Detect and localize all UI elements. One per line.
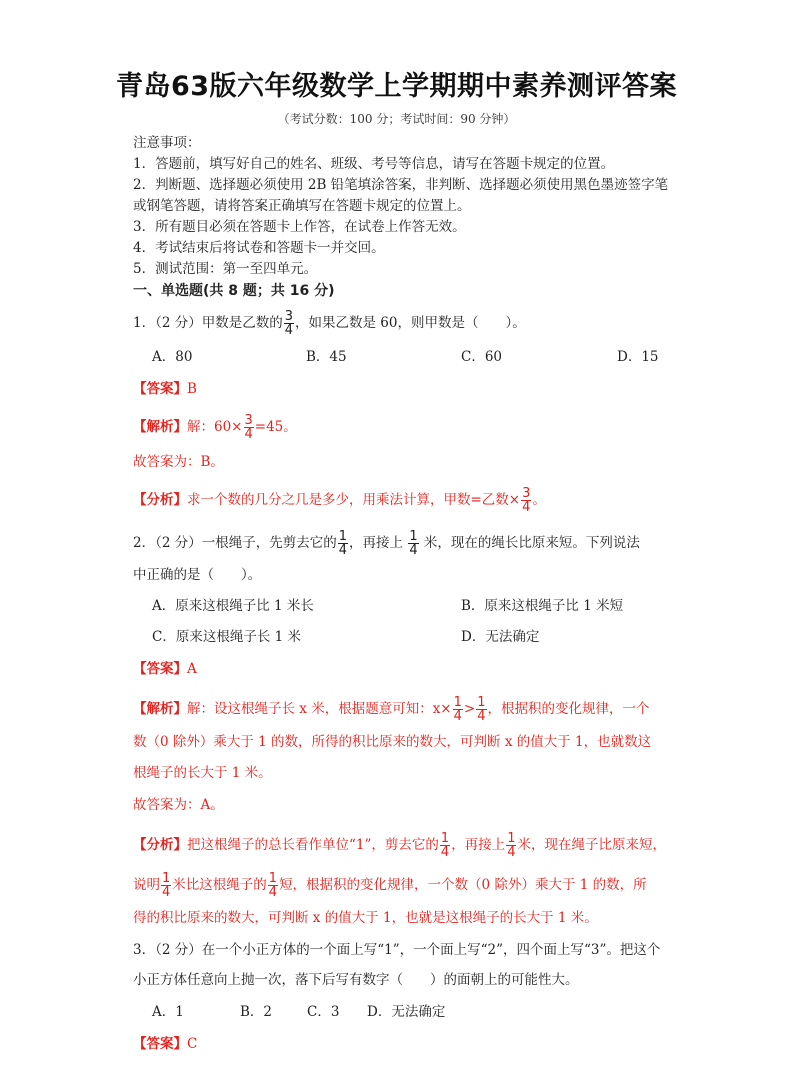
question-3-stem-line2: 小正方体任意向上抛一次，落下后写有数字（ ）的面朝上的可能性大。 <box>133 972 579 988</box>
answer-tag: 【答案】 <box>133 661 187 677</box>
q1-option-a: A．80 <box>152 349 193 365</box>
q2-answer <box>133 659 197 679</box>
q2-fenxi-line2 <box>133 872 647 899</box>
note-item: 1．答题前，填写好自己的姓名、班级、考号等信息，请写在答题卡规定的位置。 <box>133 156 615 172</box>
fenxi-text: 短，根据积的变化规律，一个数（0 除外）乘大于 1 的数，所 <box>279 877 647 893</box>
answer-value: B <box>187 381 197 397</box>
note-item: 3．所有题目必须在答题卡上作答，在试卷上作答无效。 <box>133 219 466 235</box>
fraction: $\frac{3}{4}$ <box>522 486 531 515</box>
fraction: $\frac{1}{4}$ <box>453 695 462 724</box>
question-2-stem-line2: 中正确的是（ ）。 <box>133 567 262 583</box>
answer-value: A <box>187 661 197 677</box>
q2-option-a: A．原来这根绳子比 1 米长 <box>152 598 314 614</box>
fenxi-text: ，再接上 <box>451 837 506 853</box>
q2-fenxi <box>133 832 666 859</box>
note-item: 5．测试范围：第一至四单元。 <box>133 261 318 277</box>
q1-fenxi <box>133 487 546 514</box>
fraction: $\frac{1}{4}$ <box>477 695 486 724</box>
note-item: 或钢笔答题，请将答案正确填写在答题卡规定的位置上。 <box>133 198 471 214</box>
q3-option-a: A．1 <box>152 1004 184 1020</box>
analysis-text: ，根据积的变化规律，一个 <box>487 701 650 717</box>
fenxi-text: 。 <box>532 492 546 508</box>
note-item: 4．考试结束后将试卷和答题卡一并交回。 <box>133 240 385 256</box>
q1-stem-text: 1．（2 分）甲数是乙数的 <box>133 315 283 331</box>
greater-than-sign: > <box>463 701 476 717</box>
question-1-stem <box>133 310 526 337</box>
fenxi-tag: 【分析】 <box>133 837 187 853</box>
fraction: $\frac{3}{4}$ <box>244 413 253 442</box>
q2-option-b: B．原来这根绳子比 1 米短 <box>461 598 624 614</box>
q1-option-d: D．15 <box>617 349 659 365</box>
fraction: $\frac{1}{4}$ <box>268 871 278 900</box>
answer-tag: 【答案】 <box>133 381 187 397</box>
section-heading: 一、单选题(共 8 题；共 16 分) <box>133 283 335 299</box>
q1-conclusion: 故答案为：B。 <box>133 454 224 470</box>
question-3-stem: 3．（2 分）在一个小正方体的一个面上写“1”，一个面上写“2”，四个面上写“3”。把这个 <box>133 942 661 958</box>
q3-option-c: C．3 <box>307 1004 340 1020</box>
fraction: $\frac{1}{4}$ <box>409 529 418 558</box>
fenxi-text: 米比这根绳子的 <box>172 877 267 893</box>
q3-answer <box>133 1034 197 1054</box>
q2-option-d: D．无法确定 <box>461 629 540 645</box>
q1-option-c: C．60 <box>461 349 503 365</box>
q1-stem-text: ，如果乙数是 60，则甲数是（ ）。 <box>295 315 526 331</box>
answer-tag: 【答案】 <box>133 1036 187 1052</box>
fraction: $\frac{1}{4}$ <box>338 529 348 558</box>
q3-option-b: B．2 <box>240 1004 273 1020</box>
q2-conclusion: 故答案为：A。 <box>133 797 224 813</box>
q2-analysis-line2: 数（0 除外）乘大于 1 的数，所得的积比原来的数大，可判断 x 的值大于 1，也就数这 <box>133 734 652 750</box>
question-2-stem <box>133 530 640 557</box>
fenxi-tag: 【分析】 <box>133 492 187 508</box>
fenxi-text: 求一个数的几分之几是多少，用乘法计算，甲数=乙数× <box>187 492 521 508</box>
q2-analysis-line3: 根绳子的长大于 1 米。 <box>133 765 272 781</box>
note-item: 2．判断题、选择题必须使用 2B 铅笔填涂答案，非判断、选择题必须使用黑色墨迹签字笔 <box>133 177 669 193</box>
exam-info: （考试分数：100 分；考试时间：90 分钟） <box>277 112 516 126</box>
fraction: $\frac{1}{4}$ <box>507 831 516 860</box>
q1-analysis <box>133 414 297 441</box>
fraction: $\frac{1}{4}$ <box>440 831 450 860</box>
q2-stem-text: 米，现在的绳长比原来短。下列说法 <box>423 535 640 551</box>
analysis-tag: 【解析】 <box>133 701 187 717</box>
page-title: 青岛63版六年级数学上学期期中素养测评答案 <box>115 71 678 102</box>
answer-value: C <box>187 1036 198 1052</box>
q1-option-b: B．45 <box>306 349 347 365</box>
q2-stem-text: 2．（2 分）一根绳子，先剪去它的 <box>133 535 337 551</box>
analysis-text: 解：设这根绳子长 x 米，根据题意可知：x× <box>187 701 452 717</box>
fenxi-text: 米，现在绳子比原来短， <box>517 837 666 853</box>
analysis-text: 解：60× <box>187 419 243 435</box>
fraction: $\frac{3}{4}$ <box>284 309 294 338</box>
q2-stem-text: ，再接上 <box>349 535 404 551</box>
q1-answer <box>133 379 197 399</box>
fraction: $\frac{1}{4}$ <box>162 871 171 900</box>
q2-option-c: C．原来这根绳子长 1 米 <box>152 629 302 645</box>
analysis-text: =45。 <box>254 419 297 435</box>
fenxi-text: 把这根绳子的总长看作单位“1”，剪去它的 <box>187 837 439 853</box>
q2-fenxi-line3: 得的积比原来的数大，可判断 x 的值大于 1，也就是这根绳子的长大于 1 米。 <box>133 910 598 926</box>
q2-analysis <box>133 696 650 723</box>
q3-option-d: D．无法确定 <box>367 1004 446 1020</box>
notes-heading: 注意事项： <box>133 135 201 151</box>
analysis-tag: 【解析】 <box>133 419 187 435</box>
fenxi-text: 说明 <box>133 877 160 893</box>
